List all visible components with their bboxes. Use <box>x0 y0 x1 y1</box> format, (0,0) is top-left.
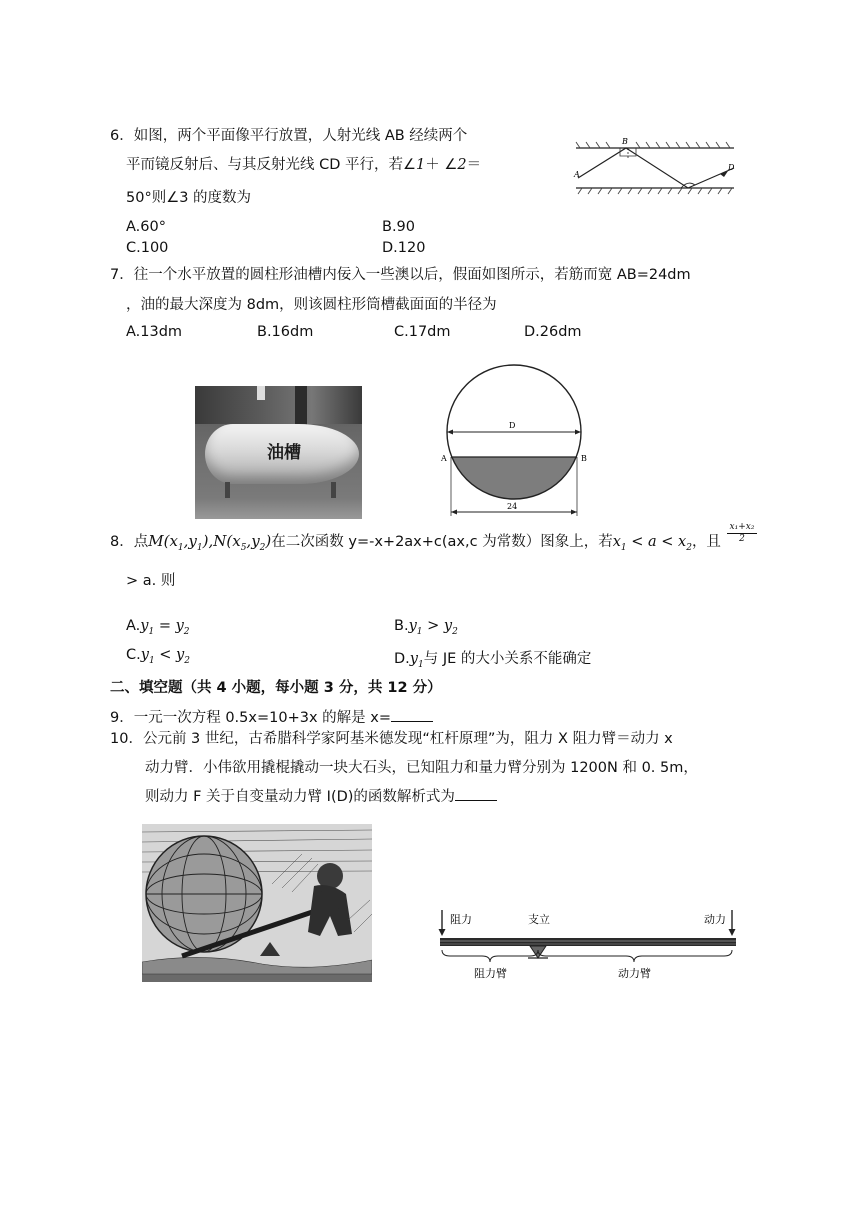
q9-answer-blank[interactable] <box>391 707 433 722</box>
lever-label-effort: 动力 <box>704 913 726 926</box>
q7-label-top: D <box>509 421 516 430</box>
q6-label-d: D <box>728 163 735 172</box>
lever-label-resist: 阻力 <box>450 913 472 926</box>
q7-label-b: B <box>581 454 587 463</box>
q8-option-b: $B.y_1 > y_2$ <box>394 618 458 637</box>
q6-option-d: D.120 <box>382 240 426 256</box>
q8-fraction: x₁+x₂ 2 <box>727 522 757 545</box>
q7-option-b: B.16dm <box>257 324 314 340</box>
q8-option-c: $C.y_1 < y_2$ <box>126 647 190 666</box>
q7-option-d: D.26dm <box>524 324 582 340</box>
q7-circle-diagram <box>440 358 600 520</box>
lever-label-resist-arm: 阻力臂 <box>474 967 507 980</box>
q7-option-c: C.17dm <box>394 324 451 340</box>
q6-line2: 平而镜反射后、与其反射光线 CD 平行，若∠1＋ ∠2＝ <box>126 157 482 173</box>
q6-option-c: C.100 <box>126 240 169 256</box>
q10-line2: 动力臂．小伟欲用撬棍撬动一块大石头，已知阻力和量力臂分别为 1200N 和 0. 5m， <box>145 760 698 776</box>
oil-tank-label: 油槽 <box>267 443 301 463</box>
q8-option-d: $D.y_1$与 JE 的大小关系不能确定 <box>394 651 592 670</box>
q6-label-a: A <box>574 170 580 179</box>
q7-label-a: A <box>441 454 447 463</box>
section-2-heading: 二、填空题（共 4 小题，每小题 3 分，共 12 分） <box>110 680 442 696</box>
q10-line3: 则动力 F 关于自变量动力臂 I(D)的函数解析式为 <box>145 785 497 806</box>
q7-line2: ，油的最大深度为 8dm，则该圆柱形筒槽截面面的半径为 <box>126 297 497 313</box>
archimedes-engraving <box>142 824 372 982</box>
q6-line3: 50°则∠3 的度数为 <box>126 190 252 206</box>
q7-option-a: A.13dm <box>126 324 183 340</box>
q6-option-a: A.60° <box>126 219 166 235</box>
lever-diagram <box>438 906 740 984</box>
q9-line: 9．一元一次方程 0.5x=10+3x 的解是 x= <box>110 706 433 727</box>
q6-label-b: B <box>622 137 628 146</box>
q8-line1: 8．点$M(x_1,y_1),N(x_5,y_2)$在二次函数 y=-x+2ax+c(ax,c 为常数）图象上，若$x_1 < a < x_2$，且 <box>110 532 721 553</box>
q10-answer-blank[interactable] <box>455 786 497 801</box>
q10-line1: 10．公元前 3 世纪，古希腊科学家阿基米德发现“杠杆原理”为，阻力 X 阻力臂＝动力 x <box>110 731 673 747</box>
q6-option-b: B.90 <box>382 219 416 235</box>
q6-mirror-diagram <box>570 138 738 200</box>
q8-line2: > a. 则 <box>126 573 176 589</box>
q6-line1: 6．如图，两个平面像平行放置，人射光线 AB 经续两个 <box>110 128 468 144</box>
oil-tank-photo <box>195 386 362 519</box>
q7-label-bottom: 24 <box>507 502 518 511</box>
q7-line1: 7．往一个水平放置的圆柱形油槽内佞入一些澳以后，假面如图所示，若筋而宽 AB=24dm <box>110 267 691 283</box>
q8-option-a: $A.y_1 = y_2$ <box>126 618 190 637</box>
lever-label-fulcrum: 支立 <box>528 913 550 926</box>
lever-label-effort-arm: 动力臂 <box>618 967 651 980</box>
